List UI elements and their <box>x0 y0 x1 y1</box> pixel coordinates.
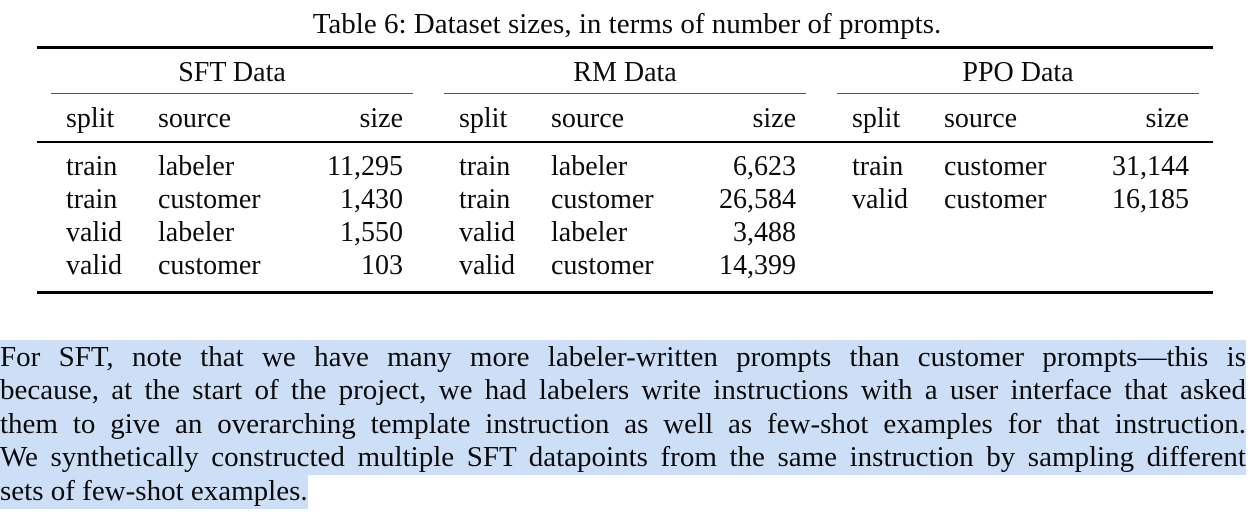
text-selection-highlight: them to give an overarching template instruction as well as few-shot examples for that instruction. <box>0 407 1246 440</box>
column-headers-ppo <box>837 94 1199 141</box>
paragraph-line <box>0 475 1246 508</box>
cell-size: 11,295 <box>327 151 403 182</box>
group-title-rm: RM Data <box>444 49 806 94</box>
cell-source: customer <box>551 184 654 215</box>
dataset-table <box>37 46 1213 294</box>
cell-source: labeler <box>158 217 235 248</box>
cell-source: labeler <box>158 151 235 182</box>
text-selection-highlight: sets of few-shot examples. <box>0 474 308 507</box>
paragraph-line <box>0 408 1246 441</box>
group-title-ppo: PPO Data <box>837 49 1199 94</box>
cell-source: customer <box>158 184 261 215</box>
text-selection-highlight: because, at the start of the project, we had labelers write instructions with a user interface that asked <box>0 374 1246 407</box>
highlighted-paragraph <box>0 341 1254 508</box>
cell-split: valid <box>459 250 515 281</box>
column-header-source: source <box>551 103 625 134</box>
text-selection-highlight: We synthetically constructed multiple SFT datapoints from the same instruction by sampling different <box>0 441 1246 474</box>
table-row <box>444 150 806 183</box>
text-selection-highlight: For SFT, note that we have many more labeler-written prompts than customer prompts—this is <box>0 341 1246 373</box>
cell-split: valid <box>66 217 122 248</box>
cell-size: 14,399 <box>719 250 796 281</box>
cell-source: customer <box>944 151 1047 182</box>
table-body-sft <box>51 143 413 291</box>
cell-size: 31,144 <box>1112 151 1189 182</box>
table-row <box>837 150 1199 183</box>
table-row <box>51 216 413 249</box>
column-header-split: split <box>852 103 901 134</box>
table-body-rm <box>444 143 806 291</box>
group-title-row <box>37 49 1213 94</box>
cell-source: labeler <box>551 217 628 248</box>
table-row <box>51 150 413 183</box>
cell-size: 3,488 <box>733 217 796 248</box>
cell-split: valid <box>66 250 122 281</box>
cell-size: 16,185 <box>1112 184 1189 215</box>
cell-split: valid <box>852 184 908 215</box>
table-row <box>444 249 806 282</box>
paragraph-line <box>0 441 1246 474</box>
paragraph-line <box>0 341 1246 374</box>
column-header-source: source <box>944 103 1018 134</box>
cell-split: train <box>66 151 118 182</box>
cell-size: 6,623 <box>733 151 796 182</box>
table-row <box>837 183 1199 216</box>
cell-split: valid <box>459 217 515 248</box>
paragraph-line <box>0 374 1246 407</box>
column-headers-sft <box>51 94 413 141</box>
cell-split: train <box>66 184 118 215</box>
column-header-size: size <box>359 103 403 134</box>
column-header-split: split <box>66 103 115 134</box>
cell-source: customer <box>551 250 654 281</box>
cell-size: 26,584 <box>719 184 796 215</box>
column-header-size: size <box>752 103 796 134</box>
cell-split: train <box>459 151 511 182</box>
column-header-split: split <box>459 103 508 134</box>
table-row <box>51 183 413 216</box>
column-header-row <box>37 94 1213 141</box>
cell-split: train <box>852 151 904 182</box>
cell-source: labeler <box>551 151 628 182</box>
column-headers-rm <box>444 94 806 141</box>
column-header-size: size <box>1145 103 1189 134</box>
cell-size: 1,430 <box>340 184 403 215</box>
column-header-source: source <box>158 103 232 134</box>
cell-size: 103 <box>361 250 403 281</box>
table-row <box>444 183 806 216</box>
group-title-sft: SFT Data <box>51 49 413 94</box>
table-body <box>37 143 1213 291</box>
cell-size: 1,550 <box>340 217 403 248</box>
table-row <box>51 249 413 282</box>
cell-source: customer <box>158 250 261 281</box>
cell-split: train <box>459 184 511 215</box>
table-body-ppo <box>837 143 1199 291</box>
table-caption: Table 6: Dataset sizes, in terms of number of prompts. <box>312 8 942 40</box>
cell-source: customer <box>944 184 1047 215</box>
table-row <box>444 216 806 249</box>
